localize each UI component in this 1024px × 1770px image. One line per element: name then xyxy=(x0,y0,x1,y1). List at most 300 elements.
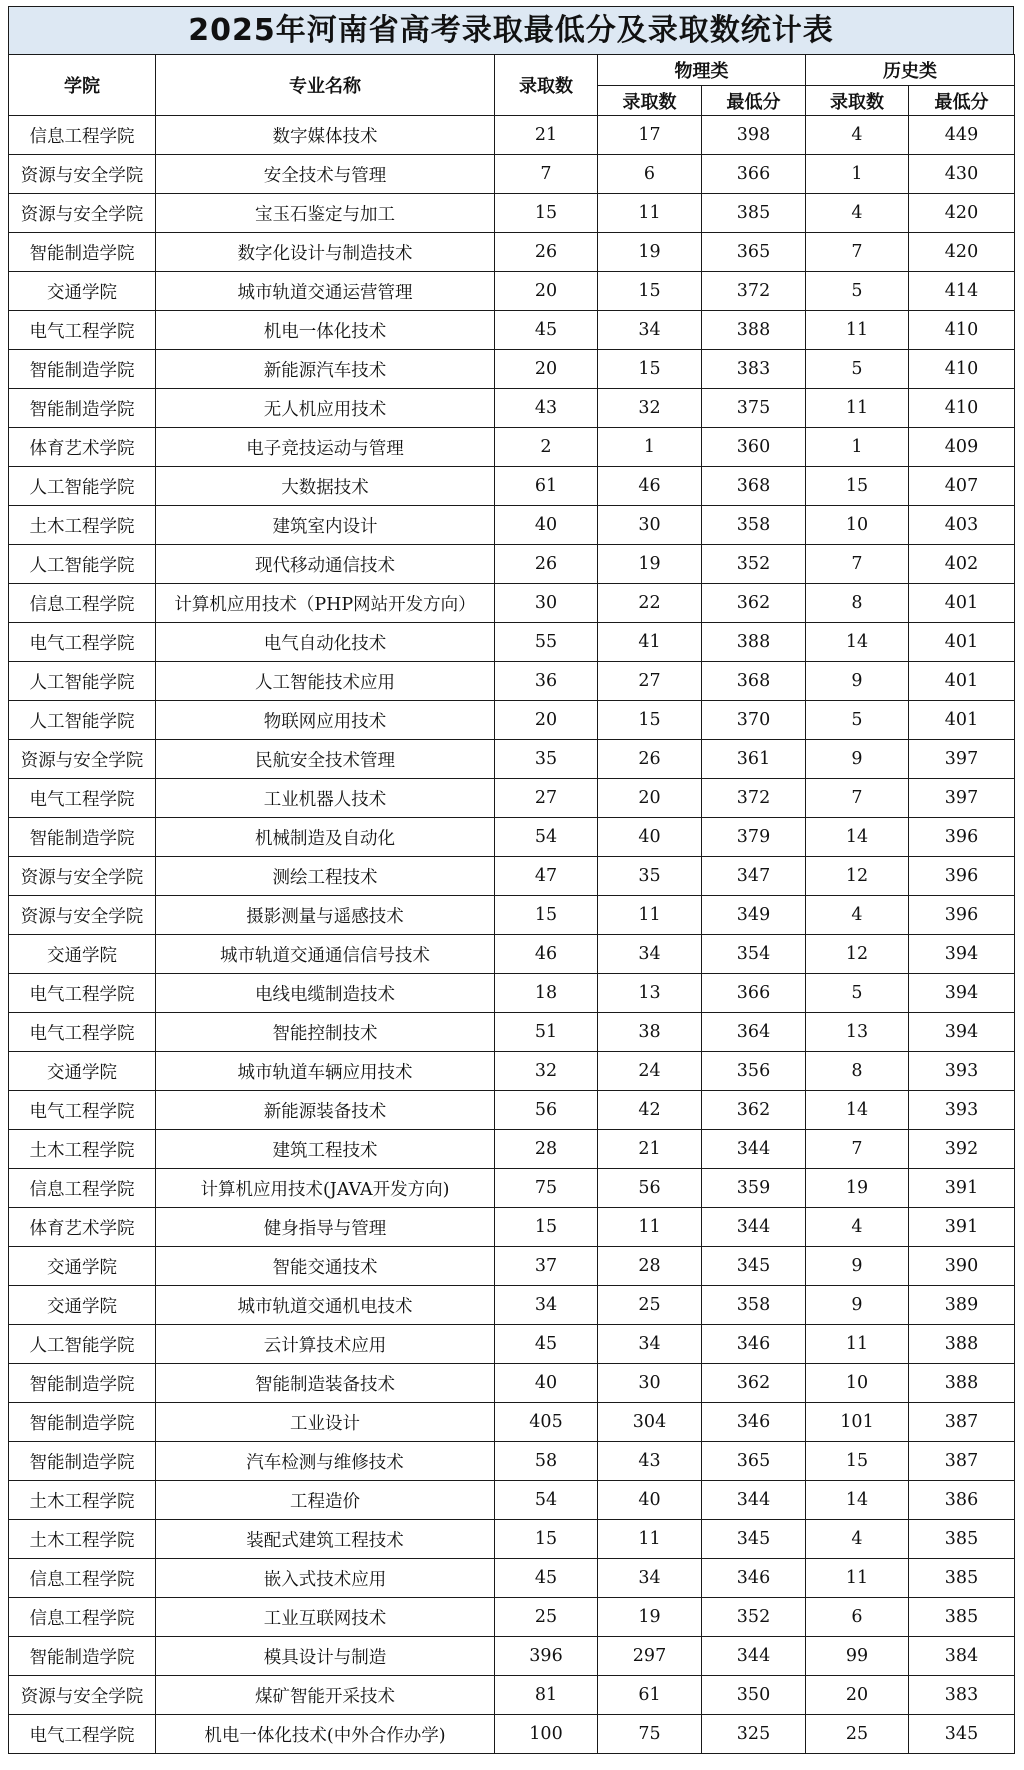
table-row xyxy=(9,1091,1015,1130)
cell-history-admitted: 5 xyxy=(806,701,909,740)
cell-total-admitted: 2 xyxy=(495,428,598,467)
cell-total-admitted: 81 xyxy=(495,1676,598,1715)
cell-history-admitted: 8 xyxy=(806,584,909,623)
cell-physics-admitted: 19 xyxy=(598,233,702,272)
table-row xyxy=(9,896,1015,935)
cell-total-admitted: 25 xyxy=(495,1598,598,1637)
cell-physics-admitted: 56 xyxy=(598,1169,702,1208)
cell-physics-admitted: 30 xyxy=(598,1364,702,1403)
table-row xyxy=(9,1403,1015,1442)
cell-physics-admitted: 11 xyxy=(598,1208,702,1247)
table-row xyxy=(9,1052,1015,1091)
cell-history-admitted: 25 xyxy=(806,1715,909,1754)
cell-history-admitted: 14 xyxy=(806,623,909,662)
cell-physics-admitted: 21 xyxy=(598,1130,702,1169)
cell-history-admitted: 99 xyxy=(806,1637,909,1676)
cell-total-admitted: 54 xyxy=(495,818,598,857)
table-row xyxy=(9,1247,1015,1286)
table-body xyxy=(9,116,1015,1754)
cell-history-admitted: 11 xyxy=(806,389,909,428)
cell-college: 交通学院 xyxy=(9,935,156,974)
cell-history-min-score: 410 xyxy=(909,389,1015,428)
cell-major: 新能源装备技术 xyxy=(156,1091,495,1130)
cell-major: 电气自动化技术 xyxy=(156,623,495,662)
cell-physics-admitted: 40 xyxy=(598,818,702,857)
cell-physics-admitted: 22 xyxy=(598,584,702,623)
cell-history-admitted: 20 xyxy=(806,1676,909,1715)
cell-physics-admitted: 13 xyxy=(598,974,702,1013)
table-row xyxy=(9,506,1015,545)
cell-major: 智能制造装备技术 xyxy=(156,1364,495,1403)
cell-physics-admitted: 24 xyxy=(598,1052,702,1091)
cell-college: 资源与安全学院 xyxy=(9,896,156,935)
cell-history-min-score: 401 xyxy=(909,584,1015,623)
cell-physics-min-score: 365 xyxy=(702,233,806,272)
cell-history-admitted: 7 xyxy=(806,1130,909,1169)
cell-history-admitted: 4 xyxy=(806,896,909,935)
cell-total-admitted: 40 xyxy=(495,506,598,545)
cell-college: 资源与安全学院 xyxy=(9,857,156,896)
table-row xyxy=(9,311,1015,350)
table-row xyxy=(9,1442,1015,1481)
cell-college: 资源与安全学院 xyxy=(9,155,156,194)
cell-college: 电气工程学院 xyxy=(9,1715,156,1754)
cell-total-admitted: 28 xyxy=(495,1130,598,1169)
cell-total-admitted: 26 xyxy=(495,545,598,584)
cell-major: 民航安全技术管理 xyxy=(156,740,495,779)
stats-sheet xyxy=(8,6,1014,1754)
cell-history-admitted: 12 xyxy=(806,935,909,974)
table-row xyxy=(9,1013,1015,1052)
cell-history-min-score: 394 xyxy=(909,935,1015,974)
cell-physics-min-score: 325 xyxy=(702,1715,806,1754)
cell-major: 宝玉石鉴定与加工 xyxy=(156,194,495,233)
cell-history-min-score: 393 xyxy=(909,1091,1015,1130)
cell-college: 土木工程学院 xyxy=(9,1130,156,1169)
cell-history-admitted: 9 xyxy=(806,1286,909,1325)
header-row-top xyxy=(9,55,1015,86)
cell-physics-min-score: 358 xyxy=(702,1286,806,1325)
cell-major: 大数据技术 xyxy=(156,467,495,506)
cell-college: 土木工程学院 xyxy=(9,1520,156,1559)
table-row xyxy=(9,1676,1015,1715)
cell-history-min-score: 403 xyxy=(909,506,1015,545)
cell-history-admitted: 11 xyxy=(806,311,909,350)
cell-college: 人工智能学院 xyxy=(9,467,156,506)
header-college: 学院 xyxy=(9,55,156,116)
cell-college: 智能制造学院 xyxy=(9,389,156,428)
cell-total-admitted: 26 xyxy=(495,233,598,272)
cell-college: 智能制造学院 xyxy=(9,1403,156,1442)
cell-history-admitted: 5 xyxy=(806,974,909,1013)
cell-history-admitted: 1 xyxy=(806,155,909,194)
cell-history-admitted: 5 xyxy=(806,272,909,311)
cell-physics-min-score: 346 xyxy=(702,1403,806,1442)
cell-history-admitted: 15 xyxy=(806,1442,909,1481)
cell-total-admitted: 45 xyxy=(495,311,598,350)
cell-physics-min-score: 345 xyxy=(702,1520,806,1559)
cell-physics-admitted: 26 xyxy=(598,740,702,779)
cell-college: 交通学院 xyxy=(9,1247,156,1286)
cell-physics-admitted: 15 xyxy=(598,701,702,740)
cell-physics-admitted: 6 xyxy=(598,155,702,194)
cell-history-admitted: 4 xyxy=(806,194,909,233)
cell-major: 计算机应用技术（PHP网站开发方向） xyxy=(156,584,495,623)
header-history: 历史类 xyxy=(806,55,1015,86)
table-row xyxy=(9,1598,1015,1637)
table-row xyxy=(9,1169,1015,1208)
table-row xyxy=(9,1637,1015,1676)
cell-physics-admitted: 17 xyxy=(598,116,702,155)
cell-major: 机电一体化技术 xyxy=(156,311,495,350)
cell-history-min-score: 389 xyxy=(909,1286,1015,1325)
table-row xyxy=(9,1364,1015,1403)
table-row xyxy=(9,740,1015,779)
cell-college: 资源与安全学院 xyxy=(9,740,156,779)
table-row xyxy=(9,155,1015,194)
cell-total-admitted: 20 xyxy=(495,701,598,740)
cell-history-min-score: 402 xyxy=(909,545,1015,584)
cell-major: 汽车检测与维修技术 xyxy=(156,1442,495,1481)
cell-college: 信息工程学院 xyxy=(9,584,156,623)
cell-history-admitted: 8 xyxy=(806,1052,909,1091)
cell-history-admitted: 14 xyxy=(806,818,909,857)
cell-total-admitted: 58 xyxy=(495,1442,598,1481)
cell-physics-admitted: 297 xyxy=(598,1637,702,1676)
cell-physics-min-score: 398 xyxy=(702,116,806,155)
cell-total-admitted: 56 xyxy=(495,1091,598,1130)
cell-college: 智能制造学院 xyxy=(9,1364,156,1403)
cell-college: 智能制造学院 xyxy=(9,233,156,272)
table-row xyxy=(9,233,1015,272)
cell-physics-admitted: 40 xyxy=(598,1481,702,1520)
cell-total-admitted: 100 xyxy=(495,1715,598,1754)
cell-total-admitted: 15 xyxy=(495,1208,598,1247)
cell-major: 智能控制技术 xyxy=(156,1013,495,1052)
cell-major: 安全技术与管理 xyxy=(156,155,495,194)
cell-history-min-score: 430 xyxy=(909,155,1015,194)
cell-major: 云计算技术应用 xyxy=(156,1325,495,1364)
cell-physics-admitted: 34 xyxy=(598,311,702,350)
cell-physics-min-score: 346 xyxy=(702,1325,806,1364)
cell-history-admitted: 13 xyxy=(806,1013,909,1052)
cell-college: 土木工程学院 xyxy=(9,1481,156,1520)
cell-history-admitted: 10 xyxy=(806,506,909,545)
table-row xyxy=(9,116,1015,155)
cell-physics-admitted: 30 xyxy=(598,506,702,545)
cell-college: 人工智能学院 xyxy=(9,545,156,584)
cell-physics-min-score: 362 xyxy=(702,584,806,623)
cell-physics-min-score: 370 xyxy=(702,701,806,740)
page-title: 2025年河南省高考录取最低分及录取数统计表 xyxy=(8,6,1014,54)
cell-physics-min-score: 362 xyxy=(702,1364,806,1403)
cell-physics-admitted: 41 xyxy=(598,623,702,662)
cell-physics-admitted: 42 xyxy=(598,1091,702,1130)
cell-physics-min-score: 356 xyxy=(702,1052,806,1091)
cell-total-admitted: 34 xyxy=(495,1286,598,1325)
cell-history-min-score: 401 xyxy=(909,623,1015,662)
cell-history-min-score: 390 xyxy=(909,1247,1015,1286)
cell-physics-min-score: 347 xyxy=(702,857,806,896)
cell-physics-min-score: 365 xyxy=(702,1442,806,1481)
cell-physics-min-score: 344 xyxy=(702,1481,806,1520)
cell-college: 智能制造学院 xyxy=(9,818,156,857)
cell-history-admitted: 1 xyxy=(806,428,909,467)
table-row xyxy=(9,1559,1015,1598)
header-physics: 物理类 xyxy=(598,55,806,86)
cell-total-admitted: 7 xyxy=(495,155,598,194)
cell-history-admitted: 14 xyxy=(806,1481,909,1520)
cell-college: 体育艺术学院 xyxy=(9,1208,156,1247)
cell-college: 交通学院 xyxy=(9,1286,156,1325)
cell-total-admitted: 75 xyxy=(495,1169,598,1208)
cell-physics-min-score: 372 xyxy=(702,272,806,311)
cell-history-admitted: 14 xyxy=(806,1091,909,1130)
header-physics-min-score: 最低分 xyxy=(702,86,806,116)
cell-history-min-score: 393 xyxy=(909,1052,1015,1091)
cell-major: 嵌入式技术应用 xyxy=(156,1559,495,1598)
cell-history-min-score: 397 xyxy=(909,740,1015,779)
table-row xyxy=(9,662,1015,701)
admission-table xyxy=(8,54,1015,1754)
cell-physics-min-score: 352 xyxy=(702,545,806,584)
table-row xyxy=(9,428,1015,467)
cell-history-admitted: 4 xyxy=(806,116,909,155)
cell-history-admitted: 11 xyxy=(806,1559,909,1598)
cell-history-min-score: 385 xyxy=(909,1598,1015,1637)
cell-total-admitted: 18 xyxy=(495,974,598,1013)
cell-physics-min-score: 366 xyxy=(702,155,806,194)
cell-total-admitted: 37 xyxy=(495,1247,598,1286)
table-row xyxy=(9,974,1015,1013)
cell-college: 信息工程学院 xyxy=(9,1559,156,1598)
cell-physics-min-score: 388 xyxy=(702,623,806,662)
cell-history-min-score: 420 xyxy=(909,194,1015,233)
cell-major: 建筑工程技术 xyxy=(156,1130,495,1169)
cell-total-admitted: 396 xyxy=(495,1637,598,1676)
cell-history-min-score: 410 xyxy=(909,311,1015,350)
cell-college: 信息工程学院 xyxy=(9,116,156,155)
cell-history-min-score: 401 xyxy=(909,701,1015,740)
cell-physics-admitted: 15 xyxy=(598,272,702,311)
cell-physics-min-score: 359 xyxy=(702,1169,806,1208)
table-row xyxy=(9,350,1015,389)
cell-major: 工程造价 xyxy=(156,1481,495,1520)
cell-major: 机械制造及自动化 xyxy=(156,818,495,857)
header-major: 专业名称 xyxy=(156,55,495,116)
cell-physics-admitted: 38 xyxy=(598,1013,702,1052)
cell-college: 资源与安全学院 xyxy=(9,194,156,233)
cell-college: 电气工程学院 xyxy=(9,311,156,350)
cell-major: 摄影测量与遥感技术 xyxy=(156,896,495,935)
cell-physics-min-score: 368 xyxy=(702,662,806,701)
cell-college: 资源与安全学院 xyxy=(9,1676,156,1715)
cell-physics-min-score: 372 xyxy=(702,779,806,818)
cell-college: 智能制造学院 xyxy=(9,350,156,389)
cell-major: 现代移动通信技术 xyxy=(156,545,495,584)
cell-physics-min-score: 388 xyxy=(702,311,806,350)
cell-total-admitted: 43 xyxy=(495,389,598,428)
cell-physics-min-score: 368 xyxy=(702,467,806,506)
cell-major: 机电一体化技术(中外合作办学) xyxy=(156,1715,495,1754)
cell-major: 工业机器人技术 xyxy=(156,779,495,818)
cell-physics-min-score: 358 xyxy=(702,506,806,545)
cell-total-admitted: 27 xyxy=(495,779,598,818)
cell-total-admitted: 36 xyxy=(495,662,598,701)
cell-physics-min-score: 383 xyxy=(702,350,806,389)
cell-physics-min-score: 345 xyxy=(702,1247,806,1286)
cell-total-admitted: 45 xyxy=(495,1325,598,1364)
table-row xyxy=(9,623,1015,662)
table-row xyxy=(9,1325,1015,1364)
cell-major: 计算机应用技术(JAVA开发方向) xyxy=(156,1169,495,1208)
cell-major: 测绘工程技术 xyxy=(156,857,495,896)
cell-physics-admitted: 28 xyxy=(598,1247,702,1286)
cell-major: 无人机应用技术 xyxy=(156,389,495,428)
cell-total-admitted: 35 xyxy=(495,740,598,779)
cell-physics-admitted: 34 xyxy=(598,1559,702,1598)
cell-total-admitted: 15 xyxy=(495,1520,598,1559)
cell-history-min-score: 384 xyxy=(909,1637,1015,1676)
cell-major: 建筑室内设计 xyxy=(156,506,495,545)
cell-history-admitted: 19 xyxy=(806,1169,909,1208)
cell-physics-min-score: 385 xyxy=(702,194,806,233)
cell-college: 电气工程学院 xyxy=(9,779,156,818)
cell-physics-admitted: 304 xyxy=(598,1403,702,1442)
cell-history-min-score: 391 xyxy=(909,1169,1015,1208)
cell-college: 电气工程学院 xyxy=(9,1091,156,1130)
cell-total-admitted: 20 xyxy=(495,272,598,311)
cell-history-admitted: 9 xyxy=(806,740,909,779)
cell-major: 煤矿智能开采技术 xyxy=(156,1676,495,1715)
cell-physics-min-score: 344 xyxy=(702,1637,806,1676)
cell-total-admitted: 15 xyxy=(495,194,598,233)
cell-physics-min-score: 354 xyxy=(702,935,806,974)
cell-major: 城市轨道车辆应用技术 xyxy=(156,1052,495,1091)
cell-history-min-score: 396 xyxy=(909,857,1015,896)
table-row xyxy=(9,701,1015,740)
cell-major: 数字化设计与制造技术 xyxy=(156,233,495,272)
cell-major: 装配式建筑工程技术 xyxy=(156,1520,495,1559)
cell-history-min-score: 410 xyxy=(909,350,1015,389)
cell-physics-admitted: 43 xyxy=(598,1442,702,1481)
cell-major: 模具设计与制造 xyxy=(156,1637,495,1676)
cell-major: 城市轨道交通机电技术 xyxy=(156,1286,495,1325)
cell-physics-admitted: 20 xyxy=(598,779,702,818)
table-row xyxy=(9,389,1015,428)
cell-physics-admitted: 11 xyxy=(598,1520,702,1559)
table-row xyxy=(9,467,1015,506)
cell-history-admitted: 11 xyxy=(806,1325,909,1364)
table-row xyxy=(9,584,1015,623)
cell-college: 土木工程学院 xyxy=(9,506,156,545)
cell-history-min-score: 396 xyxy=(909,818,1015,857)
cell-history-min-score: 383 xyxy=(909,1676,1015,1715)
table-row xyxy=(9,1715,1015,1754)
cell-physics-admitted: 34 xyxy=(598,1325,702,1364)
cell-major: 工业互联网技术 xyxy=(156,1598,495,1637)
cell-physics-admitted: 15 xyxy=(598,350,702,389)
cell-physics-min-score: 350 xyxy=(702,1676,806,1715)
cell-total-admitted: 30 xyxy=(495,584,598,623)
cell-physics-min-score: 352 xyxy=(702,1598,806,1637)
cell-physics-admitted: 11 xyxy=(598,194,702,233)
cell-history-min-score: 391 xyxy=(909,1208,1015,1247)
cell-college: 电气工程学院 xyxy=(9,1013,156,1052)
cell-history-admitted: 4 xyxy=(806,1520,909,1559)
cell-college: 人工智能学院 xyxy=(9,662,156,701)
cell-total-admitted: 54 xyxy=(495,1481,598,1520)
cell-total-admitted: 46 xyxy=(495,935,598,974)
table-row xyxy=(9,545,1015,584)
table-row xyxy=(9,272,1015,311)
table-row xyxy=(9,779,1015,818)
header-history-min-score: 最低分 xyxy=(909,86,1015,116)
cell-history-admitted: 5 xyxy=(806,350,909,389)
cell-total-admitted: 55 xyxy=(495,623,598,662)
cell-college: 电气工程学院 xyxy=(9,623,156,662)
cell-history-min-score: 392 xyxy=(909,1130,1015,1169)
cell-major: 智能交通技术 xyxy=(156,1247,495,1286)
cell-total-admitted: 15 xyxy=(495,896,598,935)
cell-history-min-score: 345 xyxy=(909,1715,1015,1754)
table-row xyxy=(9,1208,1015,1247)
cell-physics-admitted: 19 xyxy=(598,1598,702,1637)
cell-major: 物联网应用技术 xyxy=(156,701,495,740)
cell-major: 人工智能技术应用 xyxy=(156,662,495,701)
cell-college: 信息工程学院 xyxy=(9,1169,156,1208)
cell-history-admitted: 7 xyxy=(806,233,909,272)
cell-total-admitted: 51 xyxy=(495,1013,598,1052)
cell-total-admitted: 47 xyxy=(495,857,598,896)
cell-total-admitted: 21 xyxy=(495,116,598,155)
cell-history-min-score: 449 xyxy=(909,116,1015,155)
cell-history-min-score: 387 xyxy=(909,1403,1015,1442)
table-row xyxy=(9,1286,1015,1325)
cell-history-min-score: 394 xyxy=(909,1013,1015,1052)
cell-history-min-score: 385 xyxy=(909,1520,1015,1559)
table-row xyxy=(9,1481,1015,1520)
cell-total-admitted: 61 xyxy=(495,467,598,506)
cell-physics-min-score: 360 xyxy=(702,428,806,467)
cell-history-admitted: 15 xyxy=(806,467,909,506)
cell-major: 电线电缆制造技术 xyxy=(156,974,495,1013)
header-history-admitted: 录取数 xyxy=(806,86,909,116)
cell-history-min-score: 396 xyxy=(909,896,1015,935)
cell-history-admitted: 7 xyxy=(806,545,909,584)
cell-history-admitted: 6 xyxy=(806,1598,909,1637)
cell-total-admitted: 45 xyxy=(495,1559,598,1598)
cell-physics-admitted: 11 xyxy=(598,896,702,935)
cell-physics-min-score: 349 xyxy=(702,896,806,935)
cell-college: 电气工程学院 xyxy=(9,974,156,1013)
cell-history-admitted: 9 xyxy=(806,1247,909,1286)
cell-history-min-score: 385 xyxy=(909,1559,1015,1598)
header-admitted: 录取数 xyxy=(495,55,598,116)
cell-physics-min-score: 361 xyxy=(702,740,806,779)
cell-physics-admitted: 1 xyxy=(598,428,702,467)
cell-physics-min-score: 362 xyxy=(702,1091,806,1130)
cell-history-min-score: 397 xyxy=(909,779,1015,818)
cell-physics-min-score: 366 xyxy=(702,974,806,1013)
cell-physics-min-score: 379 xyxy=(702,818,806,857)
cell-physics-admitted: 34 xyxy=(598,935,702,974)
cell-history-min-score: 401 xyxy=(909,662,1015,701)
cell-college: 信息工程学院 xyxy=(9,1598,156,1637)
cell-history-min-score: 420 xyxy=(909,233,1015,272)
cell-major: 工业设计 xyxy=(156,1403,495,1442)
cell-physics-admitted: 61 xyxy=(598,1676,702,1715)
